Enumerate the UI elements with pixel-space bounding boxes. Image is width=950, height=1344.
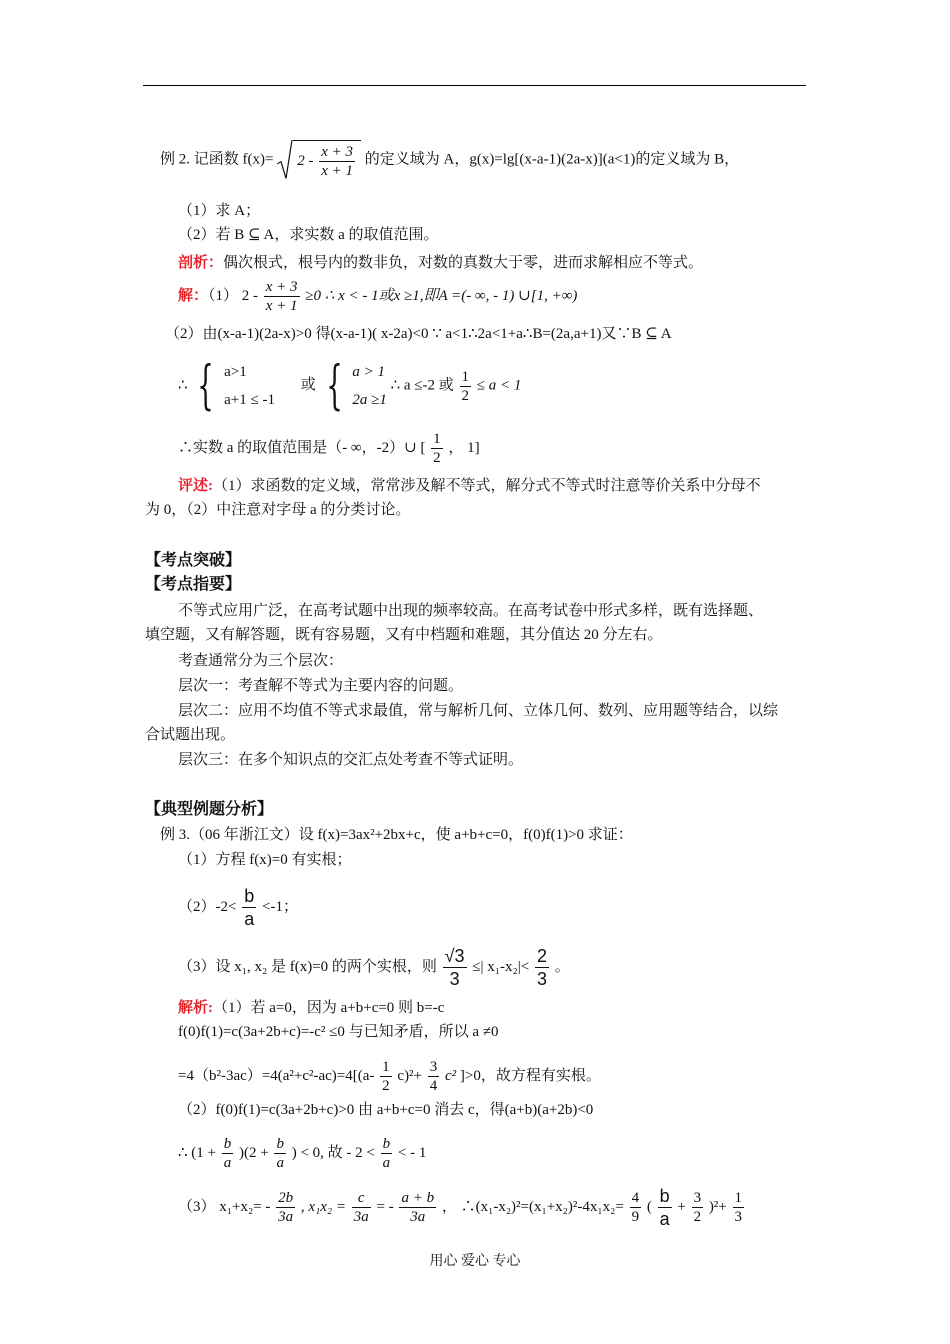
s6-den-7: 3: [734, 1209, 743, 1225]
system-2-a: a > 1: [352, 364, 385, 380]
system-result-pre: ∴ a ≤-2 或: [390, 377, 454, 394]
s6-num-4: 4: [631, 1190, 640, 1206]
s5-num-2: b: [276, 1136, 284, 1152]
q2-num: b: [244, 886, 255, 906]
ex3-intro: 例 3.（06 年浙江文）设 f(x)=3ax²+2bx+c，使 a+b+c=0，f(0)f(1)>0 求证：: [160, 827, 633, 843]
range-den: 2: [433, 450, 441, 466]
s3-num-1: 1: [382, 1059, 390, 1075]
system-result-post: ≤ a < 1: [476, 377, 522, 394]
ex2-range: [178, 430, 480, 467]
s5-den-3: a: [382, 1155, 391, 1171]
rad-const: 2 -: [297, 152, 314, 169]
system-2-b: 2a ≥1: [352, 392, 387, 408]
s6-den-6: 2: [693, 1209, 702, 1225]
ex3-q2: [178, 885, 298, 930]
ex3-s6: [178, 1185, 746, 1230]
ex2-q2: （2）若 B ⊆ A，求实数 a 的取值范围。: [178, 227, 439, 243]
s6-fraction-2: [352, 1189, 371, 1226]
left-brace-icon: {: [325, 356, 343, 416]
s5-pre: ∴ (1 +: [178, 1144, 216, 1161]
s6-den-4: 9: [631, 1209, 640, 1225]
q3-fraction-2: [535, 945, 549, 990]
system-result-fraction: [460, 368, 472, 405]
q2-pre: （2）-2<: [178, 898, 237, 915]
s5-num-3: b: [382, 1136, 391, 1152]
ex2-intro: [160, 140, 739, 180]
s3-num-2: 3: [429, 1059, 438, 1075]
q2-den: a: [244, 909, 255, 929]
system-2: [352, 358, 386, 414]
s6-mid-3: ， ∴(x₁-x₂)²=(x₁+x₂)²-4x₁x₂=: [441, 1198, 624, 1215]
s3-post: ]>0，故方程有实根。: [459, 1067, 601, 1084]
therefore-symbol: ∴: [178, 377, 188, 394]
system-result-num: 1: [461, 368, 470, 385]
s3-pre: =4（b²-3ac）=4(a²+c²-ac)=4[(a-: [178, 1067, 375, 1084]
sol1-post: ≥0 ∴ x < - 1或x ≥1,即A =(- ∞, - 1) ∪[1, +∞): [305, 287, 578, 304]
rad-fraction: [319, 143, 355, 180]
ex2-sol1: [178, 278, 577, 315]
s6-fraction-5: [658, 1185, 672, 1230]
review-label: 评述:: [178, 478, 213, 494]
s6-num-7: 1: [734, 1190, 743, 1206]
q3-post: 。: [554, 958, 570, 975]
range-post: ， 1]: [448, 439, 480, 456]
section-p4-line1: 层次二：应用不均值不等式求最值，常与解析几何、立体几何、数列、应用题等结合，以综: [178, 703, 779, 719]
q3-den-2: 3: [536, 969, 547, 989]
system-1-b: a+1 ≤ -1: [224, 392, 275, 408]
sol-label: 解：: [178, 287, 209, 304]
s1-text: （1）若 a=0，因为 a+b+c=0 则 b=-c: [213, 1000, 445, 1016]
s6-fraction-6: [692, 1189, 704, 1226]
s3-mid: c)²+: [397, 1067, 423, 1084]
sqrt-expression: [277, 140, 361, 180]
q3-num-2: 2: [536, 946, 547, 966]
ex3-s5: [178, 1135, 426, 1172]
ex2-system: [178, 358, 521, 414]
system-1: [224, 358, 275, 414]
s6-den-5: a: [659, 1209, 670, 1229]
s3-c2: c²: [445, 1067, 457, 1084]
ex3-s1: [178, 998, 444, 1018]
ex3-s3: [178, 1058, 601, 1095]
s6-num-3: a + b: [401, 1190, 435, 1206]
s3-fraction-1: [380, 1058, 392, 1095]
s5-fraction-2: [274, 1135, 286, 1172]
q3-mid: ≤| x₁-x₂|<: [472, 958, 530, 975]
section-title: 【考点突破】: [145, 552, 242, 569]
s6-fraction-7: [733, 1189, 745, 1226]
s5-num-1: b: [223, 1136, 232, 1152]
s6-den-1: 3a: [278, 1209, 294, 1225]
s6-den-2: 3a: [353, 1209, 369, 1225]
q2-post: <-1；: [261, 898, 298, 915]
rad-num: x + 3: [321, 144, 353, 160]
ex3-q3: [178, 945, 570, 990]
analysis-text: 偶次根式，根号内的数非负，对数的真数大于零，进而求解相应不等式。: [223, 255, 704, 271]
s6-num-5: b: [659, 1186, 670, 1206]
s5-fraction-3: [381, 1135, 393, 1172]
s5-mid-1: )(2 +: [239, 1144, 269, 1161]
range-fraction: [431, 430, 443, 467]
ex2-review-1: [178, 476, 761, 496]
s6-den-3: 3a: [410, 1209, 426, 1225]
ex2-intro-suffix: 的定义域为 A，g(x)=lg[(x-a-1)(2a-x)](a<1)的定义域为 B，: [364, 151, 740, 168]
s6-num-1: 2b: [278, 1190, 294, 1206]
q3-den: 3: [449, 969, 460, 989]
ex2-intro-prefix: 例 2. 记函数 f(x)=: [160, 151, 274, 168]
s3-den-1: 2: [382, 1078, 390, 1094]
section-p4-line2: 合试题出现。: [145, 727, 236, 743]
s6-pre: （3） x₁+x₂= -: [178, 1198, 271, 1215]
review-line-1: （1）求函数的定义域，常常涉及解不等式，解分式不等式时注意等价关系中分母不: [213, 478, 761, 494]
ex3-s4: （2）f(0)f(1)=c(3a+2b+c)>0 由 a+b+c=0 消去 c，得(a+b)(a+2b)<0: [178, 1102, 594, 1118]
s6-mid-6: )²+: [708, 1198, 727, 1215]
section-p3: 层次一：考查解不等式为主要内容的问题。: [178, 678, 464, 694]
s5-den-1: a: [223, 1155, 232, 1171]
section-p1-line2: 填空题，又有解答题，既有容易题，又有中档题和难题，其分值达 20 分左右。: [145, 627, 663, 643]
section-p2: 考查通常分为三个层次：: [178, 653, 344, 669]
analysis-label: 剖析：: [178, 255, 224, 271]
s6-fraction-1: [276, 1189, 295, 1226]
section-p5: 层次三：在多个知识点的交汇点处考查不等式证明。: [178, 752, 524, 768]
s5-fraction-1: [222, 1135, 234, 1172]
sol1-num: x + 3: [265, 279, 298, 295]
s3-den-2: 4: [429, 1078, 438, 1094]
ex3-q1: （1）方程 f(x)=0 有实根；: [178, 852, 352, 868]
s3-fraction-2: [428, 1058, 440, 1095]
sol1-pre: （1） 2 -: [208, 287, 259, 304]
s6-mid-5: +: [677, 1198, 686, 1215]
ex3-s2: f(0)f(1)=c(3a+2b+c)=-c² ≤0 与已知矛盾，所以 a ≠0: [178, 1024, 499, 1040]
q3-num: √3: [444, 946, 465, 966]
range-pre: ∴实数 a 的取值范围是（- ∞，-2）∪ [: [178, 439, 426, 456]
q2-fraction: [242, 885, 256, 930]
s6-fraction-3: [399, 1189, 436, 1226]
system-result-den: 2: [461, 387, 470, 404]
page-footer: 用心 爱心 专心: [429, 1254, 521, 1269]
system-1-a: a>1: [224, 364, 247, 380]
ex2-review-2: 为 0，（2）中注意对字母 a 的分类讨论。: [145, 502, 411, 518]
sol1-den: x + 1: [265, 298, 298, 314]
radical-icon: [277, 140, 293, 180]
q3-fraction-1: [443, 945, 467, 990]
sol1-fraction: [264, 278, 300, 315]
s6-mid-4: (: [646, 1198, 652, 1215]
s5-den-2: a: [276, 1155, 284, 1171]
s5-post: < - 1: [397, 1144, 427, 1161]
section-subtitle: 【考点指要】: [145, 576, 242, 593]
s6-num-2: c: [352, 1189, 371, 1208]
ex3-header: 【典型例题分析】: [145, 801, 274, 818]
q3-pre: （3）设 x₁, x₂ 是 f(x)=0 的两个实根，则: [178, 958, 437, 975]
ex2-q1: （1）求 A；: [178, 203, 261, 219]
header-rule: [143, 85, 806, 86]
system-or: 或: [300, 377, 316, 394]
section-p1-line1: 不等式应用广泛，在高考试题中出现的频率较高。在高考试卷中形式多样，既有选择题、: [178, 603, 764, 619]
rad-den: x + 1: [321, 163, 353, 179]
s5-mid-2: ) < 0, 故 - 2 <: [291, 1144, 375, 1161]
s6-num-6: 3: [693, 1190, 702, 1206]
s6-mid-1: , x₁x₂ =: [300, 1198, 346, 1215]
left-brace-icon: {: [197, 356, 215, 416]
range-num: 1: [433, 431, 441, 447]
ex2-sol2: （2）由(x-a-1)(2a-x)>0 得(x-a-1)( x-2a)<0 ∵ a<1∴2a<1+a∴B=(2a,a+1)又∵B ⊆ A: [165, 326, 672, 342]
s6-mid-2: = -: [376, 1198, 394, 1215]
s6-fraction-4: [630, 1189, 642, 1226]
ex2-analysis: [178, 253, 703, 273]
ex3-sol-label: 解析:: [178, 1000, 213, 1016]
